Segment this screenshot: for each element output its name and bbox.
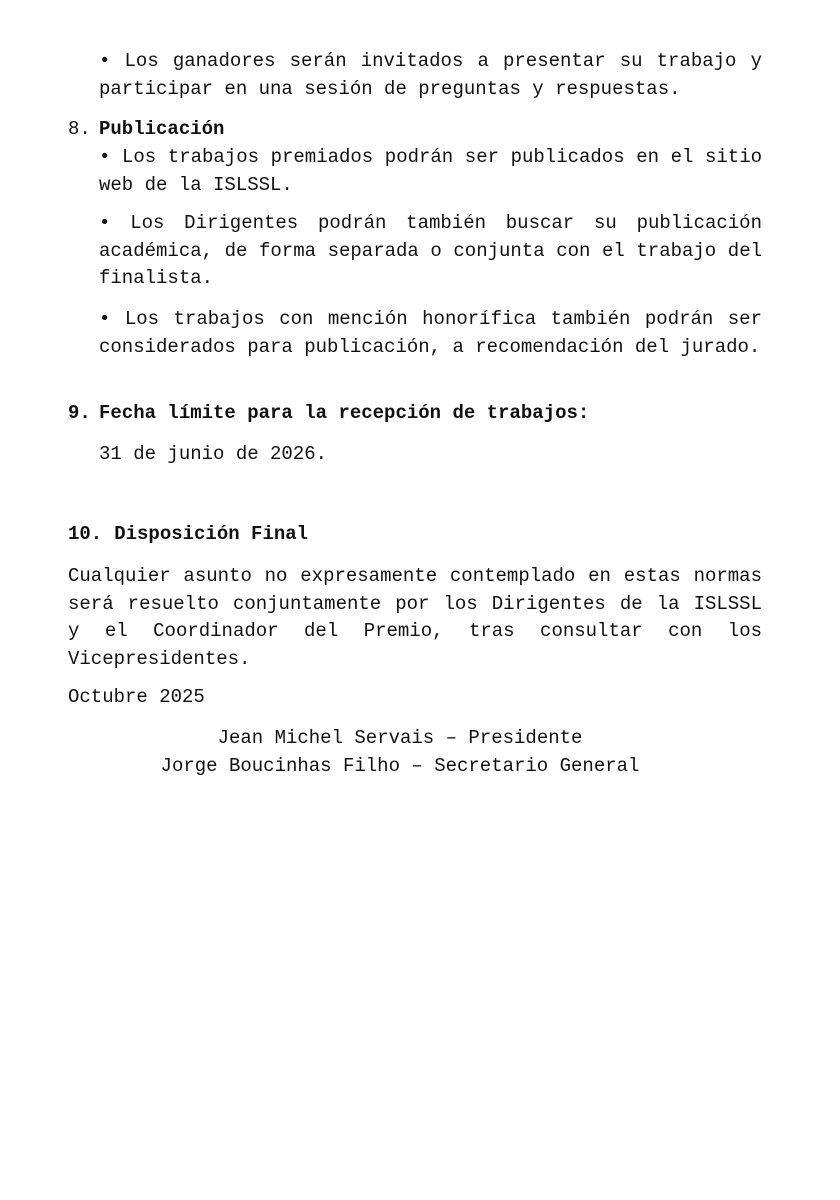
section-8-title: Publicación	[99, 118, 225, 140]
deadline-date: 31 de junio de 2026.	[99, 443, 328, 465]
bullet-winners-presentation: • Los ganadores serán invitados a presentar su trabajo y participar en una sesión de preguntas y respuestas.	[99, 50, 762, 100]
bullet-published-website: • Los trabajos premiados podrán ser publicados en el sitio web de la ISLSSL.	[99, 146, 762, 196]
section-8-number: 8.	[68, 118, 91, 140]
document-date: Octubre 2025	[68, 686, 205, 708]
section-10-title: Disposición Final	[114, 523, 309, 545]
bullet-honorable-mention: • Los trabajos con mención honorífica también podrán ser considerados para publicación, a recomendación del jurado.	[99, 308, 762, 358]
bullet-academic-publication: • Los Dirigentes podrán también buscar su publicación académica, de forma separada o conjunta con el trabajo del finalista.	[99, 212, 762, 289]
signatory-secretary-general: Jorge Boucinhas Filho – Secretario General	[160, 755, 640, 777]
signatory-president: Jean Michel Servais – Presidente	[217, 727, 583, 749]
section-8-heading	[68, 116, 224, 143]
section-10-number: 10.	[68, 523, 103, 545]
final-provision-body: Cualquier asunto no expresamente contemplado en estas normas será resuelto conjuntamente por los Dirigentes de la ISLSSL y el Coordinador del Premio, tras consultar con los Vicepresidentes.	[68, 565, 762, 670]
section-10-heading	[68, 521, 308, 548]
section-9-number: 9.	[68, 402, 91, 424]
section-9-title: Fecha límite para la recepción de trabajos:	[99, 402, 590, 424]
section-9-heading	[68, 400, 589, 427]
